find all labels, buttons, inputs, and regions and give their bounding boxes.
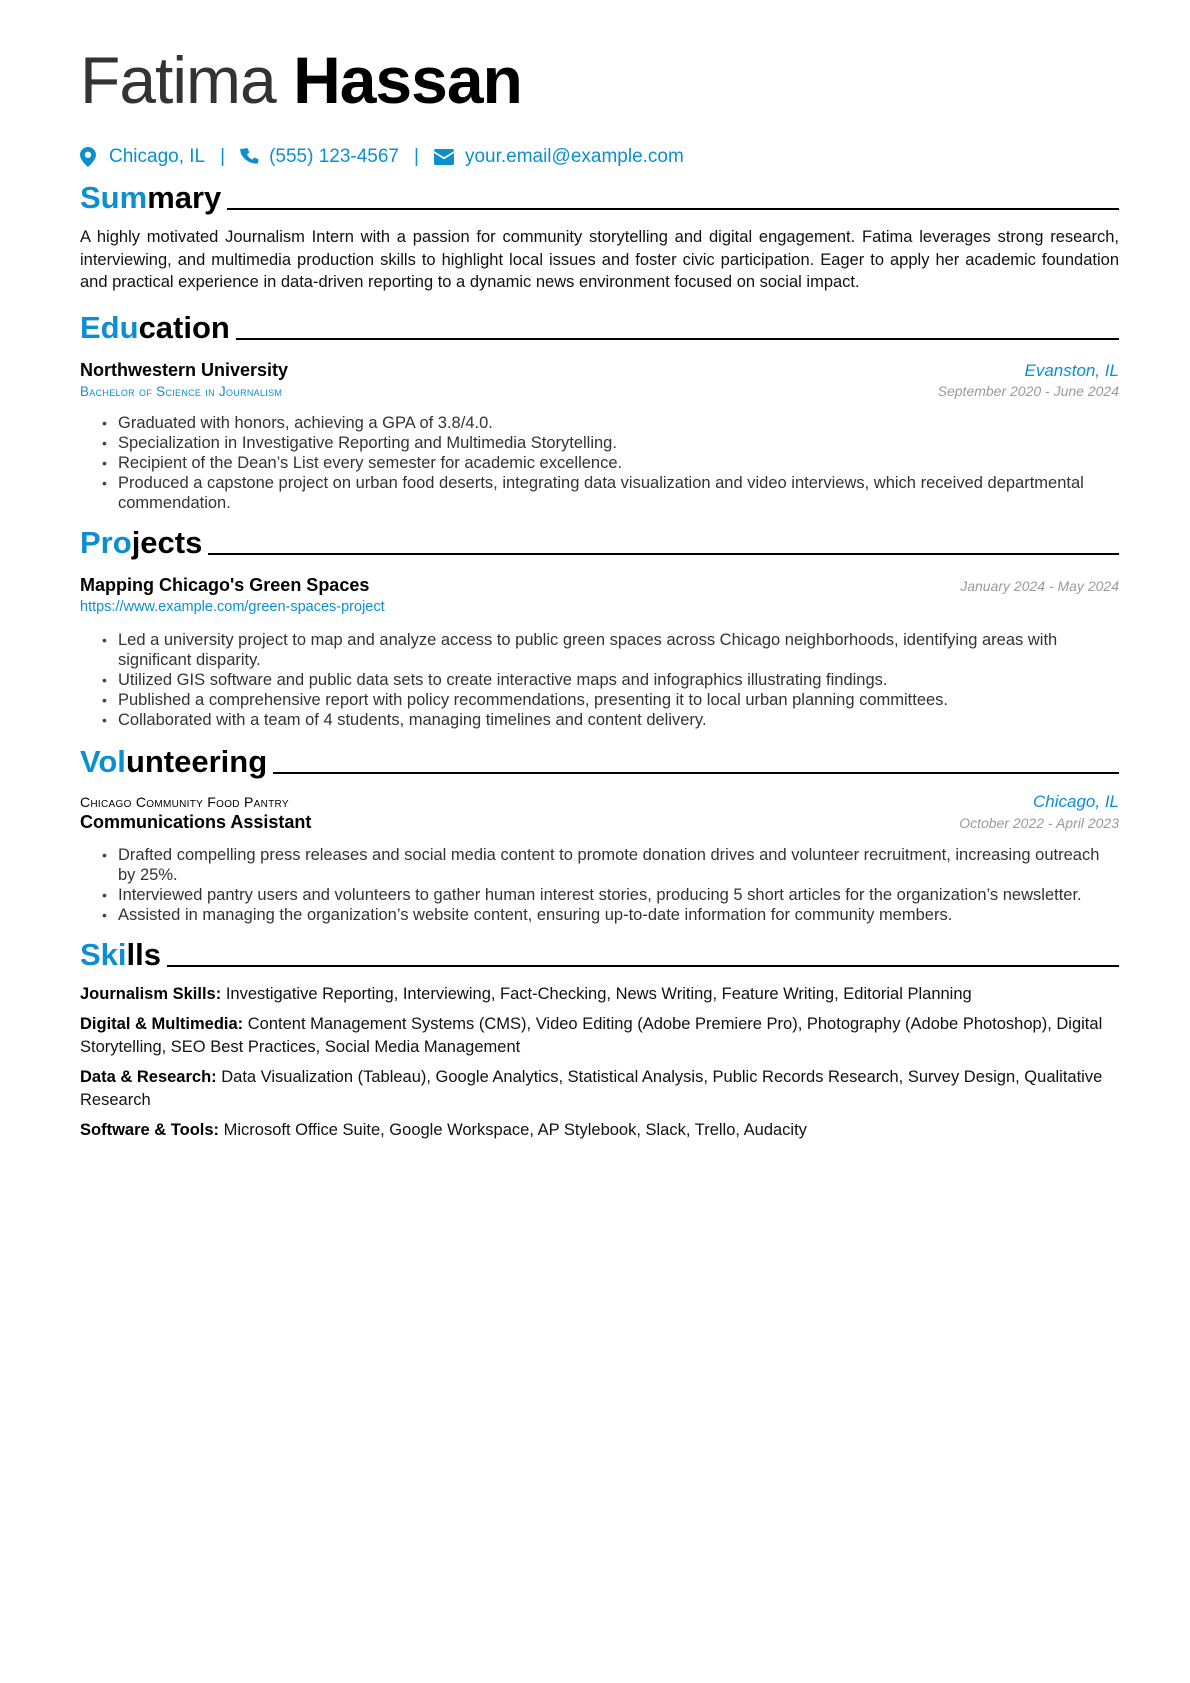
section-skills-heading — [80, 933, 1119, 973]
project-bullets — [118, 630, 1119, 730]
section-rule — [167, 965, 1119, 967]
volunteer-bullets — [118, 845, 1119, 925]
skill-label: Digital & Multimedia: — [80, 1015, 244, 1033]
section-title — [80, 310, 236, 346]
list-item: • Produced a capstone project on urban food deserts, integrating data visualization and video interviews, which received departmental commendation. — [118, 473, 1119, 513]
section-title — [80, 525, 208, 561]
last-name: Hassan — [293, 43, 522, 117]
skill-value: Content Management Systems (CMS), Video Editing (Adobe Premiere Pro), Photography (Adobe Photoshop), Digital Storytelling, SEO Best Practices, Social Media Management — [80, 1015, 1103, 1056]
section-summary-heading — [80, 176, 1119, 216]
phone-text: (555) 123-4567 — [269, 146, 399, 167]
project-link-row — [80, 598, 1119, 616]
education-entry-sub — [80, 383, 1119, 399]
section-title — [80, 937, 167, 973]
title-rest: unteering — [125, 743, 268, 779]
title-rest: lls — [126, 936, 161, 972]
title-rest: mary — [147, 180, 222, 215]
list-item: • Led a university project to map and analyze access to public green spaces across Chicago neighborhoods, identifying areas with significant disparity. — [118, 630, 1119, 670]
volunteer-entry-sub — [80, 812, 1119, 833]
section-rule — [208, 553, 1119, 555]
resume-page — [80, 40, 1119, 1150]
skill-value: Data Visualization (Tableau), Google Analytics, Statistical Analysis, Public Records Research, Survey Design, Qualitative Research — [80, 1068, 1103, 1109]
project-url-link[interactable]: https://www.example.com/green-spaces-project — [80, 598, 385, 615]
school-location: Evanston, IL — [1024, 360, 1119, 380]
skill-label: Software & Tools: — [80, 1121, 220, 1139]
envelope-icon — [434, 147, 454, 167]
section-title — [80, 744, 273, 780]
title-accent: Pro — [80, 524, 132, 560]
skill-row — [80, 983, 1119, 1006]
phone-icon — [240, 147, 258, 167]
section-title — [80, 180, 227, 216]
title-rest: cation — [138, 309, 230, 345]
title-accent: Ski — [80, 936, 127, 972]
contact-bar — [80, 144, 1119, 170]
skill-row — [80, 1066, 1119, 1111]
list-item: • Utilized GIS software and public data sets to create interactive maps and infographics illustrating findings. — [118, 670, 1119, 690]
contact-email[interactable] — [434, 146, 684, 168]
location-text: Chicago, IL — [109, 146, 206, 167]
list-item: • Specialization in Investigative Reporting and Multimedia Storytelling. — [118, 433, 1119, 453]
contact-separator: | — [414, 146, 419, 167]
title-accent: Sum — [80, 180, 148, 215]
contact-location — [80, 146, 205, 168]
skill-row — [80, 1119, 1119, 1142]
section-education-heading — [80, 306, 1119, 346]
list-item: • Drafted compelling press releases and social media content to promote donation drives and volunteer recruitment, increasing outreach by 25%. — [118, 845, 1119, 885]
project-name: Mapping Chicago's Green Spaces — [80, 574, 370, 595]
title-accent: Vol — [80, 743, 126, 779]
list-item: • Assisted in managing the organization’s website content, ensuring up-to-date information for community members. — [118, 905, 1119, 925]
section-rule — [236, 338, 1119, 340]
summary-text: A highly motivated Journalism Intern with a passion for community storytelling and digital engagement. Fatima leverages strong research, interviewing, and multimedia production skills to highlight local issues and foster civic participation. Eager to apply her academic foundation and practical experience in data-driven reporting to a dynamic news environment focused on social impact. — [80, 228, 1119, 291]
volunteer-dates: October 2022 - April 2023 — [959, 814, 1119, 831]
project-dates: January 2024 - May 2024 — [960, 577, 1119, 594]
section-rule — [227, 208, 1119, 210]
list-item: • Interviewed pantry users and volunteers to gather human interest stories, producing 5 short articles for the organization’s newsletter. — [118, 885, 1119, 905]
title-accent: Edu — [80, 309, 139, 345]
skill-value: Investigative Reporting, Interviewing, Fact-Checking, News Writing, Feature Writing, Editorial Planning — [225, 984, 972, 1003]
degree: Bachelor of Science in Journalism — [80, 383, 283, 399]
title-rest: jects — [131, 524, 203, 560]
list-item: • Graduated with honors, achieving a GPA of 3.8/4.0. — [118, 413, 1119, 433]
candidate-name — [80, 40, 1119, 120]
education-dates: September 2020 - June 2024 — [937, 382, 1119, 399]
section-projects-heading — [80, 521, 1119, 561]
skill-row — [80, 1013, 1119, 1058]
section-volunteering-heading — [80, 740, 1119, 780]
volunteer-entry-header — [80, 792, 1119, 812]
skills-list — [80, 983, 1119, 1142]
list-item: • Recipient of the Dean’s List every semester for academic excellence. — [118, 453, 1119, 473]
organization-name: Chicago Community Food Pantry — [80, 793, 289, 810]
school-name: Northwestern University — [80, 359, 289, 380]
section-rule — [273, 772, 1119, 774]
email-text: your.email@example.com — [464, 146, 684, 167]
list-item: • Published a comprehensive report with policy recommendations, presenting it to local urban planning committees. — [118, 690, 1119, 710]
education-bullets — [118, 413, 1119, 513]
project-entry-header — [80, 575, 1119, 596]
map-pin-icon — [80, 147, 98, 167]
contact-separator: | — [220, 146, 226, 167]
skill-label: Data & Research: — [80, 1068, 217, 1086]
education-entry-header — [80, 360, 1119, 381]
volunteer-location: Chicago, IL — [1033, 791, 1119, 811]
list-item: • Collaborated with a team of 4 students, managing timelines and content delivery. — [118, 710, 1119, 730]
contact-phone[interactable] — [240, 146, 399, 168]
first-name: Fatima — [80, 43, 276, 117]
skill-label: Journalism Skills: — [80, 984, 222, 1003]
skill-value: Microsoft Office Suite, Google Workspace, AP Stylebook, Slack, Trello, Audacity — [223, 1121, 807, 1139]
volunteer-role: Communications Assistant — [80, 811, 312, 832]
